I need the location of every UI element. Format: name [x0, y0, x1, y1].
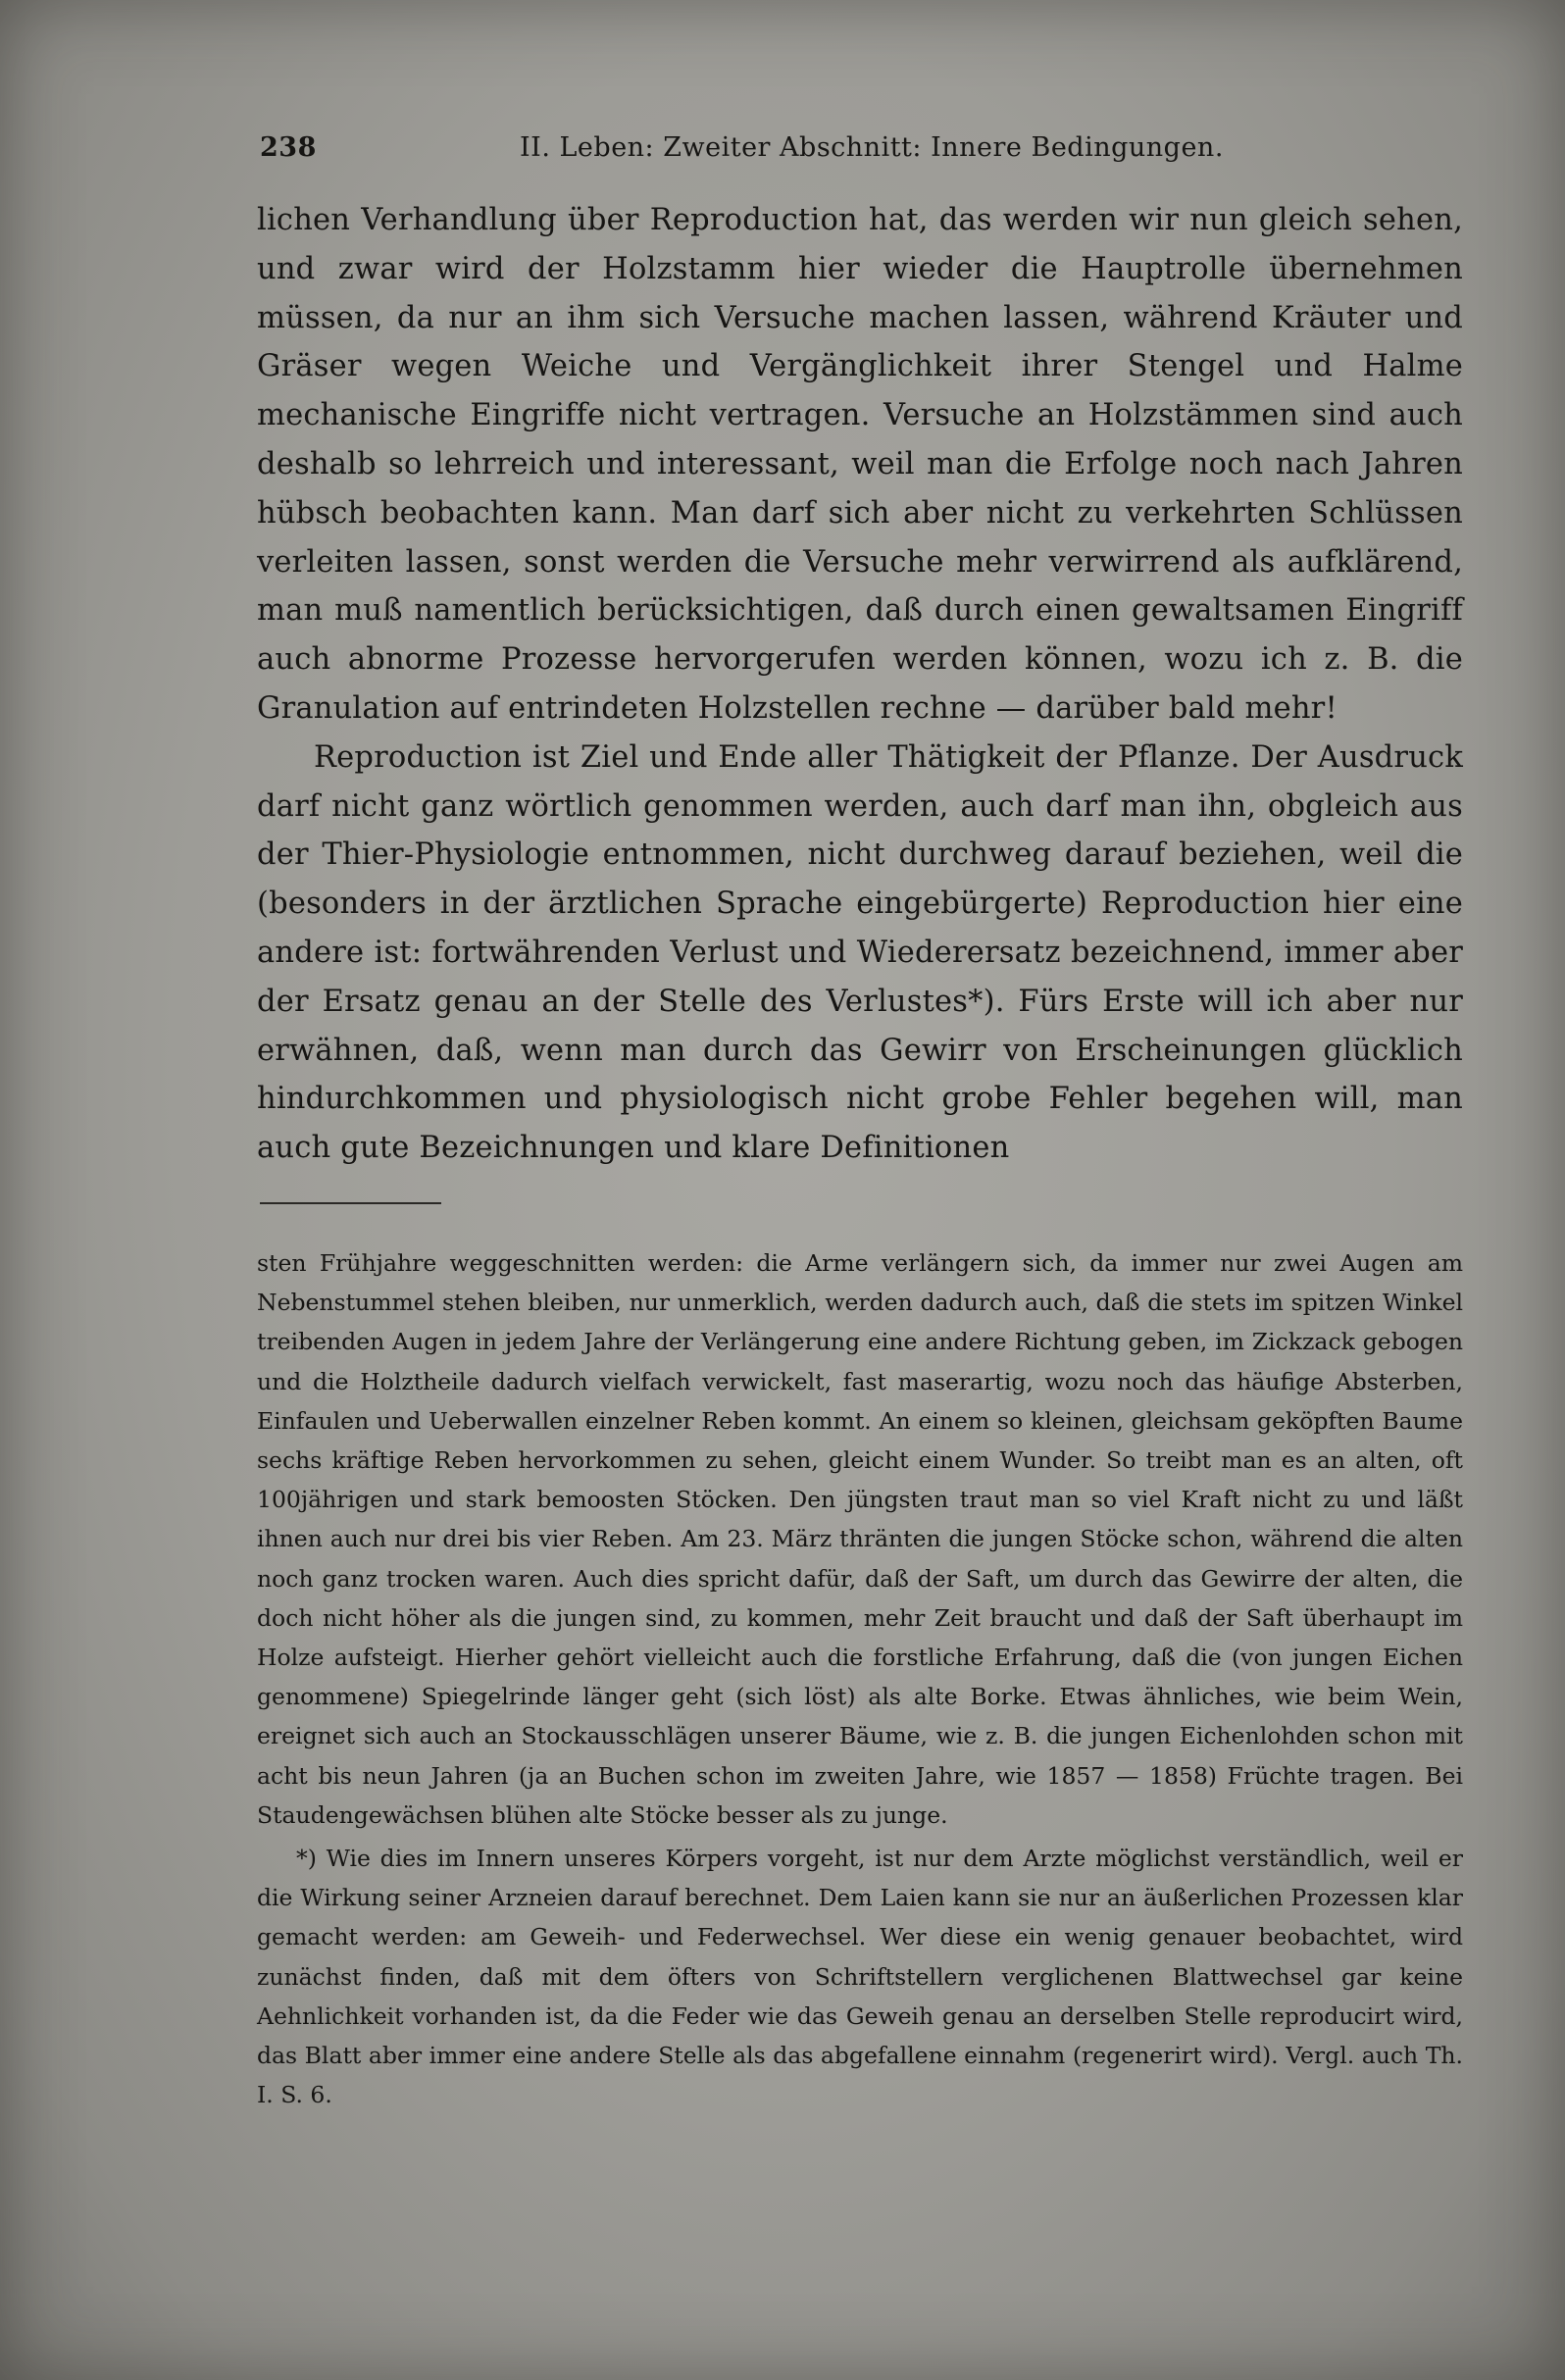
running-head: II. Leben: Zweiter Abschnitt: Innere Bedingungen. — [520, 132, 1224, 163]
footnotes — [257, 1243, 1463, 2114]
page-number: 238 — [260, 132, 317, 163]
main-text — [257, 196, 1463, 1173]
paragraph-reproduction: Reproduction ist Ziel und Ende aller Thätigkeit der Pflanze. Der Ausdruck darf nicht ganz wörtlich genommen werden, auch darf man ihn, obgleich aus der Thier-Physiologie entnommen, nicht durchweg darauf beziehen, weil die (besonders in der ärztlichen Sprache eingebürgerte) Reproduction hier eine andere ist: fortwährenden Verlust und Wiederersatz bezeichnend, immer aber der Ersatz genau an der Stelle des Verlustes*). Fürs Erste will ich aber nur erwähnen, daß, wenn man durch das Gewirr von Erscheinungen glücklich hindurchkommen und physiologisch nicht grobe Fehler begehen will, man auch gute Bezeichnungen und klare Definitionen — [257, 739, 1463, 1166]
footnote-continued: sten Frühjahre weggeschnitten werden: die Arme verlängern sich, da immer nur zwei Augen am Nebenstummel stehen bleiben, nur unmerklich, werden dadurch auch, daß die stets im spitzen Winkel treibenden Augen in jedem Jahre der Verlängerung eine andere Richtung geben, im Zickzack gebogen und die Holztheile dadurch vielfach verwickelt, fast maserartig, wozu noch das häufige Absterben, Einfaulen und Ueberwallen einzelner Reben kommt. An einem so kleinen, gleichsam geköpften Baume sechs kräftige Reben hervorkommen zu sehen, gleicht einem Wunder. So treibt man es an alten, oft 100jährigen und stark bemoosten Stöcken. Den jüngsten traut man so viel Kraft nicht zu und läßt ihnen auch nur drei bis vier Reben. Am 23. März thränten die jungen Stöcke schon, während die alten noch ganz trocken waren. Auch dies spricht dafür, daß der Saft, um durch das Gewirre der alten, die doch nicht höher als die jungen sind, zu kommen, mehr Zeit braucht und daß der Saft überhaupt im Holze aufsteigt. Hierher gehört vielleicht auch die forstliche Erfahrung, daß die (von jungen Eichen genommene) Spiegelrinde länger geht (sich löst) als alte Borke. Etwas ähnliches, wie beim Wein, ereignet sich auch an Stockausschlägen unserer Bäume, wie z. B. die jungen Eichenlohden schon mit acht bis neun Jahren (ja an Buchen schon im zweiten Jahre, wie 1857 — 1858) Früchte tragen. Bei Staudengewächsen blühen alte Stöcke besser als zu junge. — [257, 1249, 1463, 1829]
footnote-star: *) Wie dies im Innern unseres Körpers vorgeht, ist nur dem Arzte möglichst verständlich, weil er die Wirkung seiner Arzneien darauf berechnet. Dem Laien kann sie nur an äußerlichen Prozessen klar gemacht werden: am Geweih- und Federwechsel. Wer diese ein wenig genauer beobachtet, wird zunächst finden, daß mit dem öfters von Schriftstellern verglichenen Blattwechsel gar keine Aehnlichkeit vorhanden ist, da die Feder wie das Geweih genau an derselben Stelle reproducirt wird, das Blatt aber immer eine andere Stelle als das abgefallene einnahm (regenerirt wird). Vergl. auch Th. I. S. 6. — [257, 1845, 1463, 2109]
paragraph-continued: lichen Verhandlung über Reproduction hat, das werden wir nun gleich sehen, und zwar wird der Holzstamm hier wieder die Hauptrolle übernehmen müssen, da nur an ihm sich Versuche machen lassen, während Kräuter und Gräser wegen Weiche und Vergänglichkeit ihrer Stengel und Halme mechanische Eingriffe nicht vertragen. Versuche an Holzstämmen sind auch deshalb so lehrreich und interessant, weil man die Erfolge noch nach Jahren hübsch beobachten kann. Man darf sich aber nicht zu verkehrten Schlüssen verleiten lassen, sonst werden die Versuche mehr verwirrend als aufklärend, man muß namentlich berücksichtigen, daß durch einen gewaltsamen Eingriff auch abnorme Prozesse hervorgerufen werden können, wozu ich z. B. die Granulation auf entrindeten Holzstellen rechne — darüber bald mehr! — [257, 203, 1463, 726]
page-header — [260, 132, 1461, 172]
footnote-divider — [260, 1202, 441, 1204]
